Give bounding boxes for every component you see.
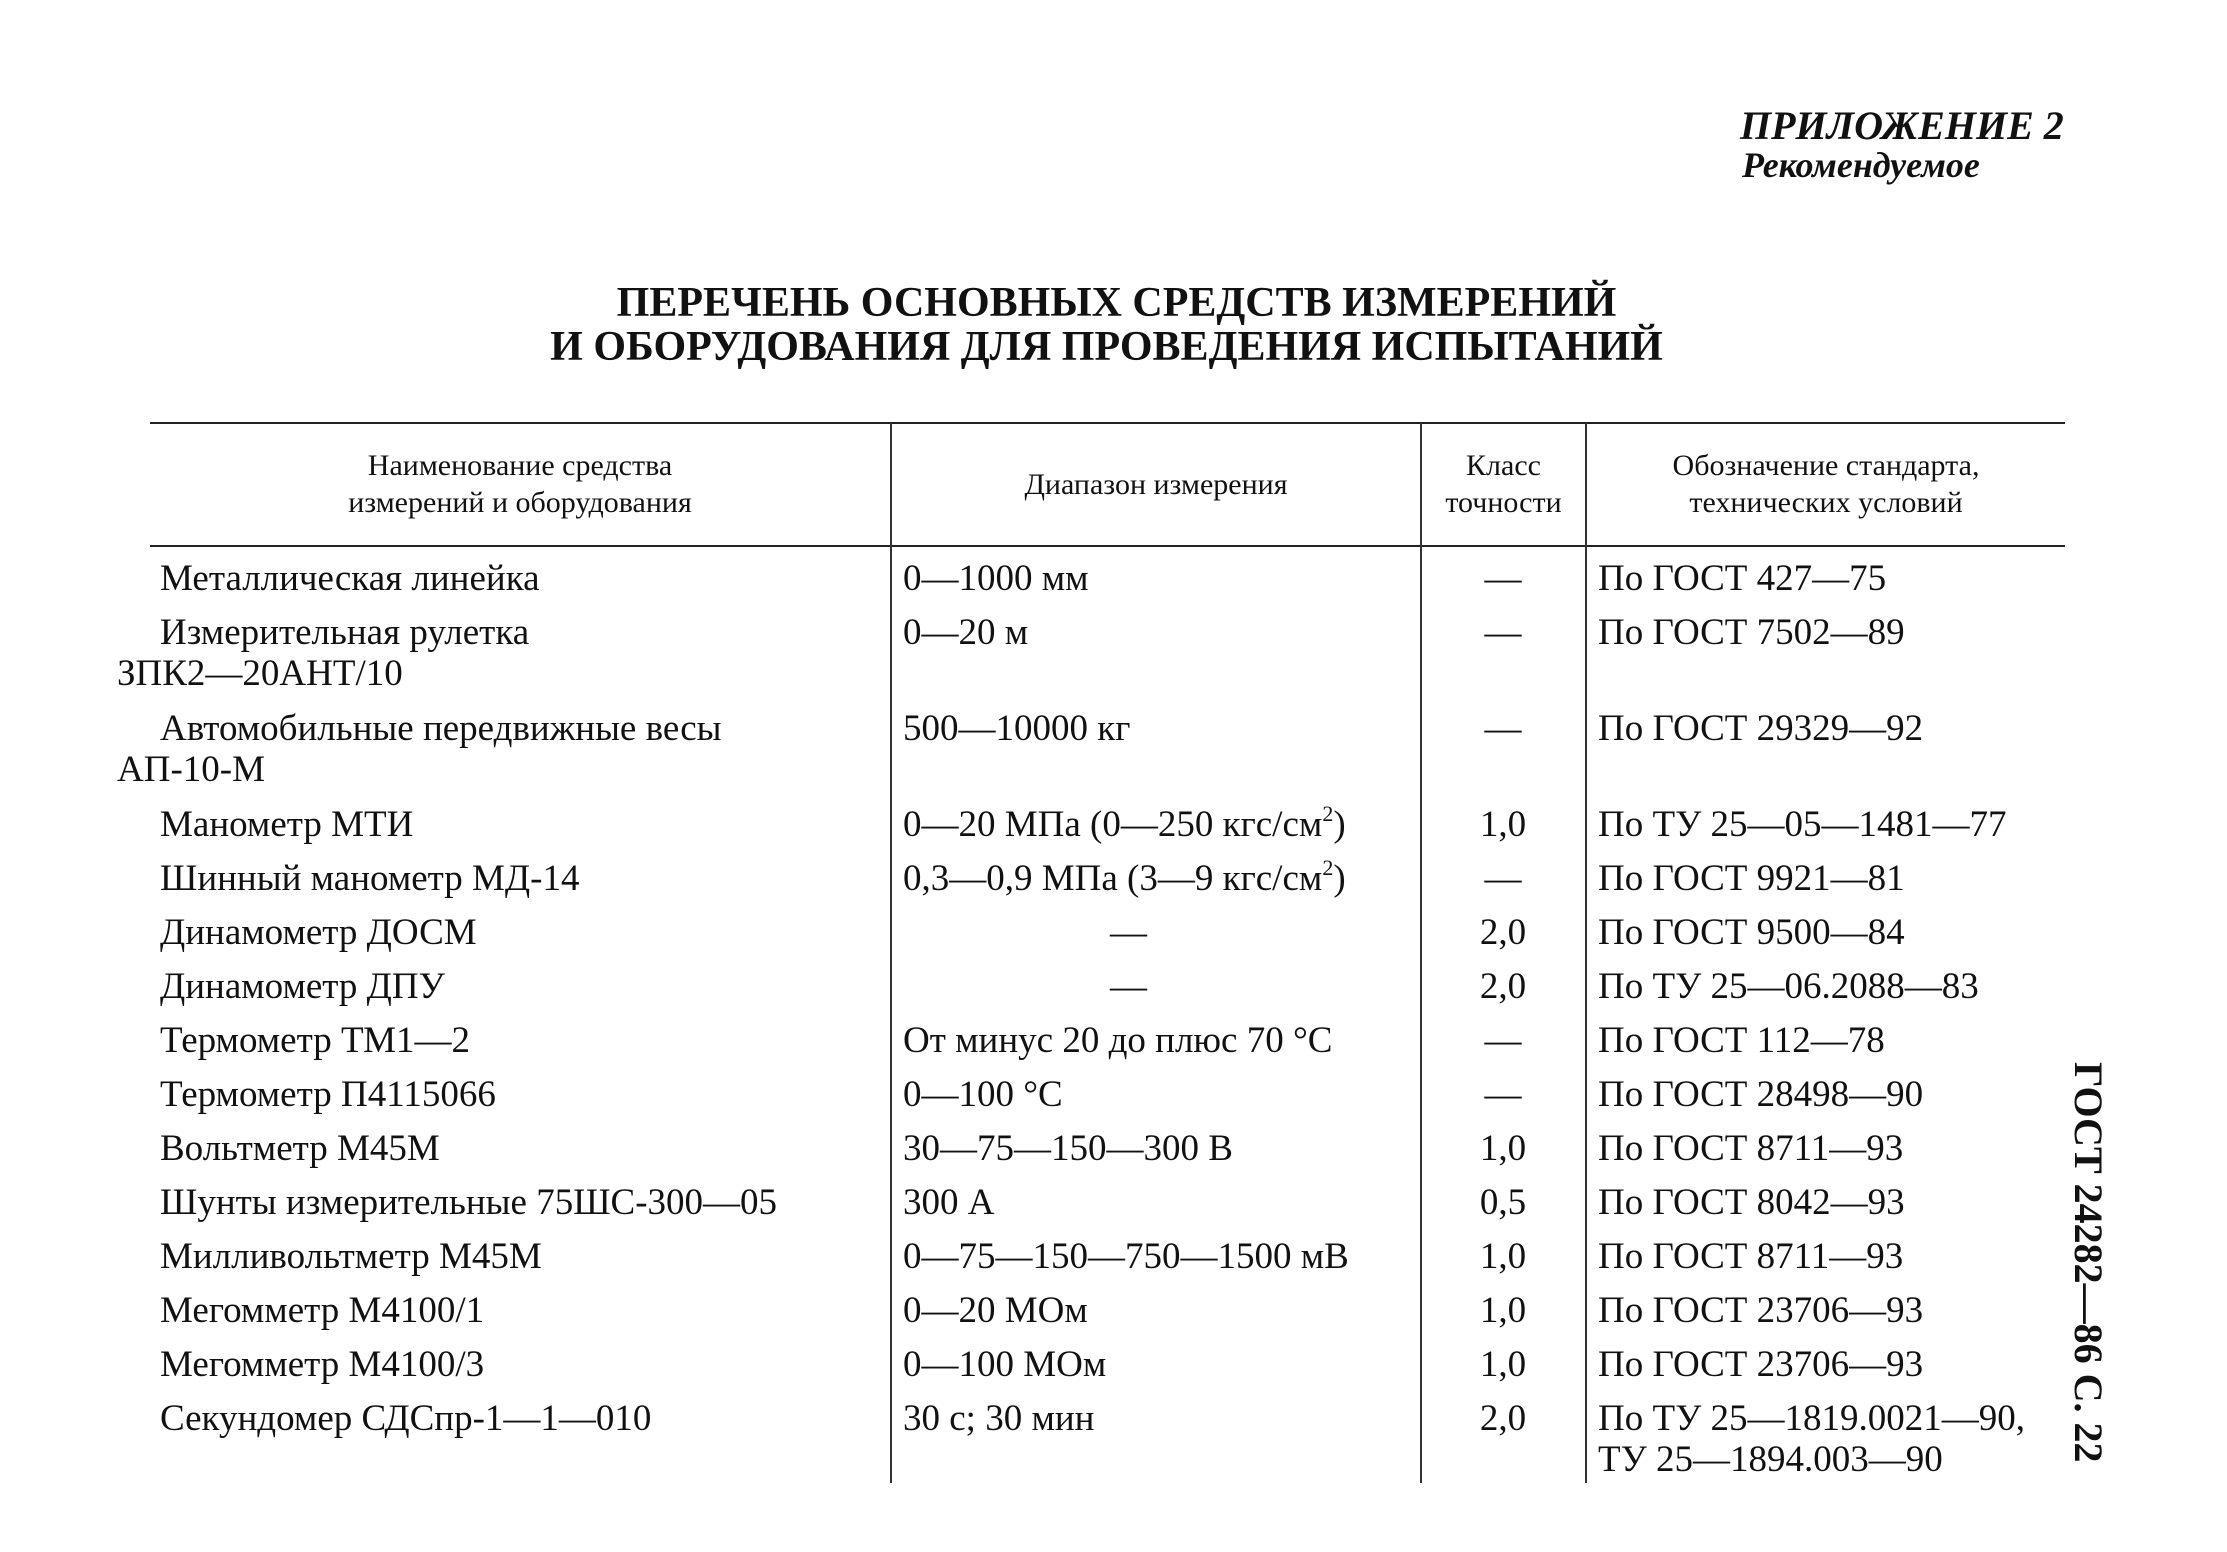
cell-range: —	[1110, 966, 1147, 1007]
side-page-label: ГОСТ 24282—86 С. 22	[2066, 1062, 2111, 1463]
cell-accuracy-class: —	[1484, 1020, 1522, 1061]
cell-standard: По ГОСТ 8711—93	[1598, 1236, 1904, 1277]
cell-name: Динамометр ДПУ	[160, 966, 445, 1007]
cell-accuracy-class: 1,0	[1479, 804, 1527, 845]
cell-range: 0—20 МОм	[903, 1290, 1088, 1331]
column-divider-3	[1585, 423, 1587, 1483]
cell-range: 0—20 м	[903, 612, 1029, 653]
cell-range: 0,3—0,9 МПа (3—9 кгс/$см^2$)	[903, 855, 1346, 899]
cell-name: Мегомметр М4100/1	[160, 1290, 485, 1331]
title-line-1: ПЕРЕЧЕНЬ ОСНОВНЫХ СРЕДСТВ ИЗМЕРЕНИЙ	[616, 280, 1617, 326]
cell-accuracy-class: 1,0	[1479, 1290, 1527, 1331]
cell-name: Вольтметр М45М	[160, 1128, 440, 1169]
cell-range: 30 с; 30 мин	[903, 1398, 1095, 1439]
cell-standard: По ТУ 25—06.2088—83	[1598, 966, 1979, 1007]
cell-name: Автомобильные передвижные весы АП-10-М	[117, 708, 722, 790]
cell-standard: По ГОСТ 8711—93	[1598, 1128, 1904, 1169]
cell-range: 0—100 МОм	[903, 1344, 1107, 1385]
cell-range: 0—1000 мм	[903, 558, 1089, 599]
cell-name: Мегомметр М4100/3	[160, 1344, 485, 1385]
cell-accuracy-class: —	[1484, 1074, 1522, 1115]
cell-accuracy-class: —	[1484, 558, 1522, 599]
cell-name: Термометр П4115066	[160, 1074, 496, 1115]
cell-name: Металлическая линейка	[160, 558, 540, 599]
cell-accuracy-class: 2,0	[1479, 966, 1527, 1007]
cell-standard: По ГОСТ 9921—81	[1598, 858, 1905, 899]
table-header-rule	[150, 545, 2065, 547]
cell-name: Милливольтметр М45М	[160, 1236, 542, 1277]
cell-accuracy-class: —	[1484, 612, 1522, 653]
header-standard: Обозначение стандарта, технических условий	[1672, 449, 1980, 519]
table-top-rule	[150, 422, 2065, 424]
cell-accuracy-class: 1,0	[1479, 1344, 1527, 1385]
page-title	[0, 282, 2227, 369]
cell-standard: По ГОСТ 23706—93	[1598, 1290, 1924, 1331]
cell-range: 30—75—150—300 В	[903, 1128, 1233, 1169]
column-divider-1	[890, 423, 892, 1483]
title-line-2: И ОБОРУДОВАНИЯ ДЛЯ ПРОВЕДЕНИЯ ИСПЫТАНИЙ	[550, 323, 1663, 370]
cell-name: Шинный манометр МД-14	[160, 858, 580, 899]
cell-name: Измерительная рулетка ЗПК2—20АНТ/10	[117, 612, 530, 694]
cell-name: Динамометр ДОСМ	[160, 912, 477, 953]
cell-standard: По ГОСТ 9500—84	[1598, 912, 1905, 953]
cell-accuracy-class: 2,0	[1479, 1398, 1527, 1439]
cell-accuracy-class: 0,5	[1479, 1182, 1527, 1223]
appendix-heading	[1740, 105, 2064, 185]
cell-standard: По ГОСТ 28498—90	[1598, 1074, 1924, 1115]
cell-range: 0—75—150—750—1500 мВ	[903, 1236, 1349, 1277]
cell-standard: По ГОСТ 23706—93	[1598, 1344, 1924, 1385]
cell-standard: По ТУ 25—05—1481—77	[1598, 804, 2007, 845]
cell-accuracy-class: 1,0	[1479, 1128, 1527, 1169]
cell-name: Термометр ТМ1—2	[160, 1020, 470, 1061]
column-divider-2	[1420, 423, 1422, 1483]
cell-name: Манометр МТИ	[160, 804, 414, 845]
cell-standard: По ГОСТ 427—75	[1598, 558, 1887, 599]
cell-standard: По ГОСТ 112—78	[1598, 1020, 1885, 1061]
cell-standard: По ГОСТ 7502—89	[1598, 612, 1905, 653]
cell-standard: По ГОСТ 8042—93	[1598, 1182, 1905, 1223]
cell-accuracy-class: 1,0	[1479, 1236, 1527, 1277]
cell-accuracy-class: —	[1484, 708, 1522, 749]
cell-range: 0—20 МПа (0—250 кгс/$см^2$)	[903, 801, 1346, 845]
appendix-status: Рекомендуемое	[1742, 145, 1980, 185]
cell-standard: По ГОСТ 29329—92	[1598, 708, 1924, 749]
cell-name: Секундомер СДСпр-1—1—010	[160, 1398, 652, 1439]
cell-standard: По ТУ 25—1819.0021—90, ТУ 25—1894.003—90	[1598, 1398, 2026, 1480]
cell-range: 500—10000 кг	[903, 708, 1131, 749]
header-accuracy-class: Класс точности	[1445, 449, 1562, 519]
cell-range: 300 А	[903, 1182, 995, 1223]
cell-range: 0—100 °С	[903, 1074, 1063, 1115]
header-range: Диапазон измерения	[1024, 467, 1288, 501]
cell-range: От минус 20 до плюс 70 °С	[903, 1020, 1333, 1061]
cell-accuracy-class: —	[1484, 858, 1522, 899]
cell-name: Шунты измерительные 75ШС-300—05	[160, 1182, 778, 1223]
appendix-label: ПРИЛОЖЕНИЕ 2	[1740, 103, 2064, 148]
cell-accuracy-class: 2,0	[1479, 912, 1527, 953]
cell-range: —	[1110, 912, 1147, 953]
header-name: Наименование средства измерений и оборудования	[348, 449, 692, 519]
